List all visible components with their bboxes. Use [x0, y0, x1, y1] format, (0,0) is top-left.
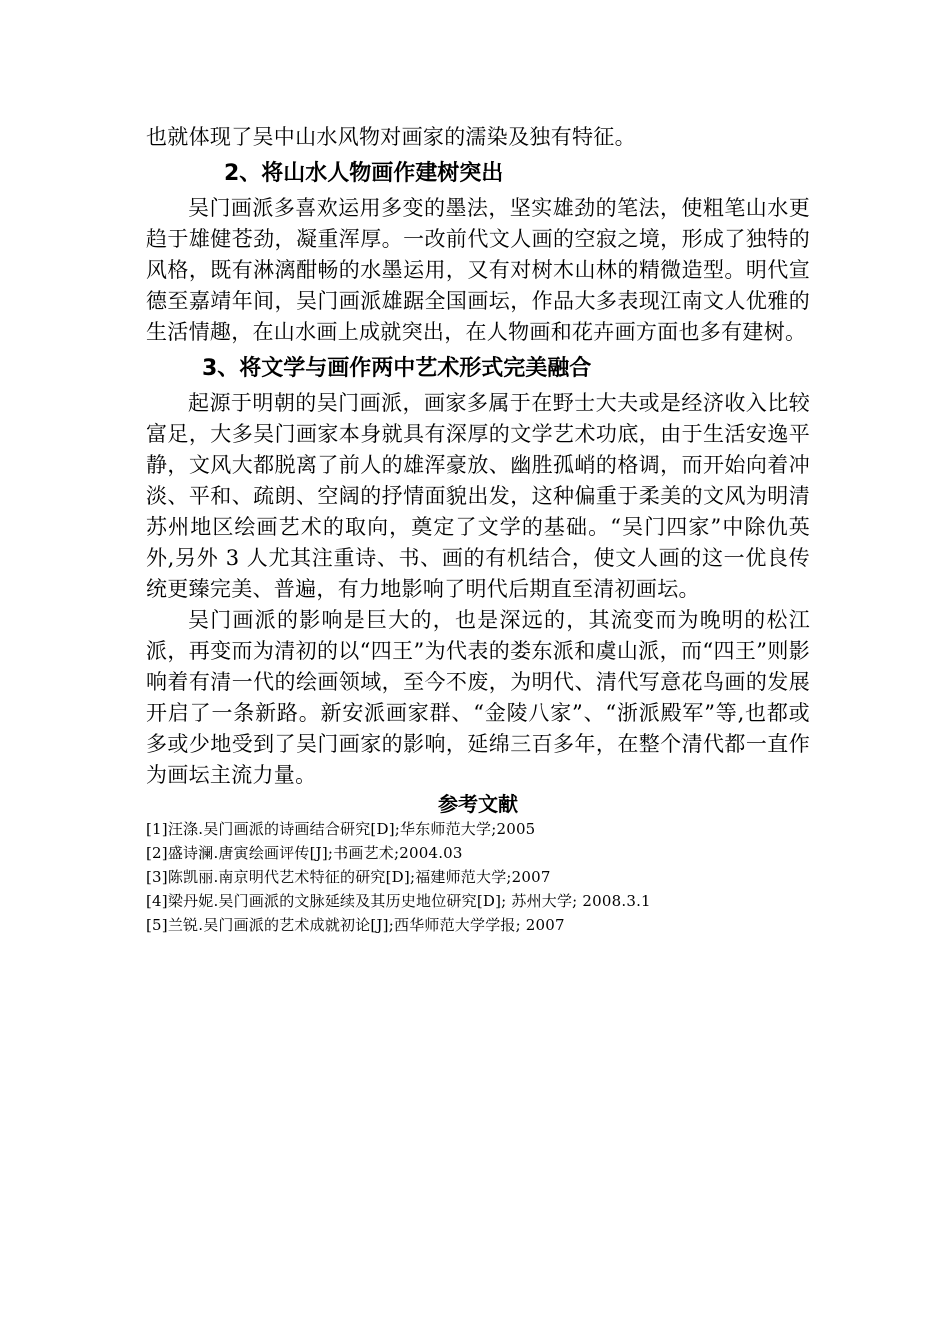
- section-heading-2: 2、将山水人物画作建树突出: [224, 161, 504, 186]
- reference-item: [1]汪涤.吴门画派的诗画结合研究[D];华东师范大学;2005: [146, 820, 536, 838]
- document-page: [146, 122, 810, 937]
- reference-item: [3]陈凯丽.南京明代艺术特征的研究[D];福建师范大学;2007: [146, 868, 551, 886]
- paragraph-influence: 吴门画派的影响是巨大的，也是深远的，其流变而为晚明的松江派，再变而为清初的以“四王”为代表的娄东派和虞山派，而“四王”则影响着有清一代的绘画领域，至今不废，为明代、清代写意花鸟画的发展开启了一条新路。新安派画家群、“金陵八家”、“浙派殿军”等,也都或多或少地受到了吴门画家的影响，延绵三百多年，在整个清代都一直作为画坛主流力量。: [146, 608, 810, 787]
- reference-list: [146, 817, 810, 937]
- reference-item: [5]兰锐.吴门画派的艺术成就初论[J];西华师范大学学报; 2007: [146, 916, 565, 934]
- reference-item: [2]盛诗澜.唐寅绘画评传[J];书画艺术;2004.03: [146, 844, 463, 862]
- paragraph-literature-painting: 起源于明朝的吴门画派，画家多属于在野士大夫或是经济收入比较富足，大多吴门画家本身就具有深厚的文学艺术功底，由于生活安逸平静，文风大都脱离了前人的雄浑豪放、幽胜孤峭的格调，而开始向着冲淡、平和、疏朗、空阔的抒情面貌出发，这种偏重于柔美的文风为明清苏州地区绘画艺术的取向，奠定了文学的基础。“吴门四家”中除仇英外,另外 3 人尤其注重诗、书、画的有机结合，使文人画的这一优良传统更臻完美、普遍，有力地影响了明代后期直至清初画坛。: [146, 391, 810, 601]
- references-title: 参考文献: [438, 792, 518, 816]
- reference-item: [4]梁丹妮.吴门画派的文脉延续及其历史地位研究[D]; 苏州大学; 2008.3.1: [146, 892, 651, 910]
- paragraph-landscape-figure: 吴门画派多喜欢运用多变的墨法，坚实雄劲的笔法，使粗笔山水更趋于雄健苍劲，凝重浑厚。一改前代文人画的空寂之境，形成了独特的风格，既有淋漓酣畅的水墨运用，又有对树木山林的精微造型。明代宣德至嘉靖年间，吴门画派雄踞全国画坛，作品大多表现江南文人优雅的生活情趣，在山水画上成就突出，在人物画和花卉画方面也多有建树。: [146, 196, 810, 344]
- paragraph-intro-tail: 也就体现了吴中山水风物对画家的濡染及独有特征。: [146, 125, 636, 149]
- section-heading-3: 3、将文学与画作两中艺术形式完美融合: [202, 356, 592, 381]
